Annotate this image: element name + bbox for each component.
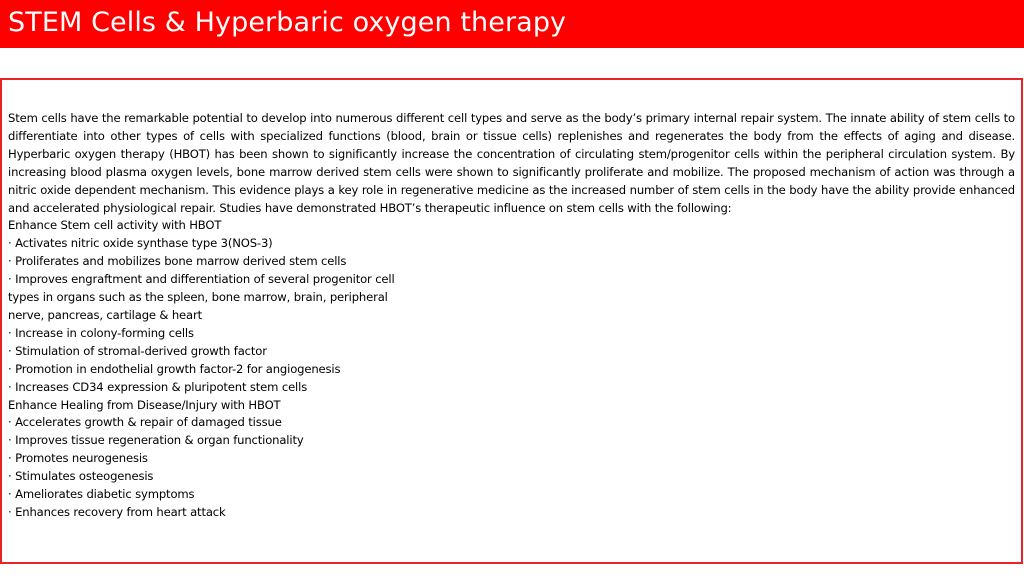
list-item-continuation: nerve, pancreas, cartilage & heart bbox=[8, 307, 202, 322]
list-item: · Activates nitric oxide synthase type 3(NOS-3) bbox=[8, 236, 273, 251]
list-item: · Improves tissue regeneration & organ functionality bbox=[8, 433, 304, 448]
list-item: · Promotion in endothelial growth factor-2 for angiogenesis bbox=[8, 361, 341, 376]
list-item: · Increase in colony-forming cells bbox=[8, 325, 194, 340]
list-item: · Accelerates growth & repair of damaged tissue bbox=[8, 415, 282, 430]
list-item: · Ameliorates diabetic symptoms bbox=[8, 487, 195, 502]
section-heading-healing: Enhance Healing from Disease/Injury with HBOT bbox=[8, 397, 281, 412]
content-box bbox=[0, 78, 1023, 564]
section-heading-stem-cell-activity: Enhance Stem cell activity with HBOT bbox=[8, 218, 222, 233]
intro-paragraph: Stem cells have the remarkable potential to develop into numerous different cell types and serve as the body’s primary internal repair system. The innate ability of stem cells to differentiate into other types of cells with specialized functions (blood, brain or tissue cells) replenishes and regenerates the body from the effects of aging and disease. Hyperbaric oxygen therapy (HBOT) has been shown to significantly increase the concentration of circulating stem/progenitor cells within the peripheral circulation system. By increasing blood plasma oxygen levels, bone marrow derived stem cells were shown to significantly proliferate and mobilize. The proposed mechanism of action was through a nitric oxide dependent mechanism. This evidence plays a key role in regenerative medicine as the increased number of stem cells in the body have the ability provide enhanced and accelerated physiological repair. Studies have demonstrated HBOT’s therapeutic influence on stem cells with the following: bbox=[8, 111, 1015, 215]
list-item: · Improves engraftment and differentiation of several progenitor cell bbox=[8, 272, 395, 287]
list-item-continuation: types in organs such as the spleen, bone marrow, brain, peripheral bbox=[8, 290, 388, 305]
list-item: · Stimulates osteogenesis bbox=[8, 469, 154, 484]
list-item: · Promotes neurogenesis bbox=[8, 451, 148, 466]
title-bar bbox=[0, 0, 1024, 48]
list-item: · Enhances recovery from heart attack bbox=[8, 504, 226, 519]
list-item: · Increases CD34 expression & pluripotent stem cells bbox=[8, 379, 308, 394]
slide-title: STEM Cells & Hyperbaric oxygen therapy bbox=[8, 7, 567, 38]
list-item: · Proliferates and mobilizes bone marrow derived stem cells bbox=[8, 254, 347, 269]
list-item: · Stimulation of stromal-derived growth factor bbox=[8, 343, 267, 358]
